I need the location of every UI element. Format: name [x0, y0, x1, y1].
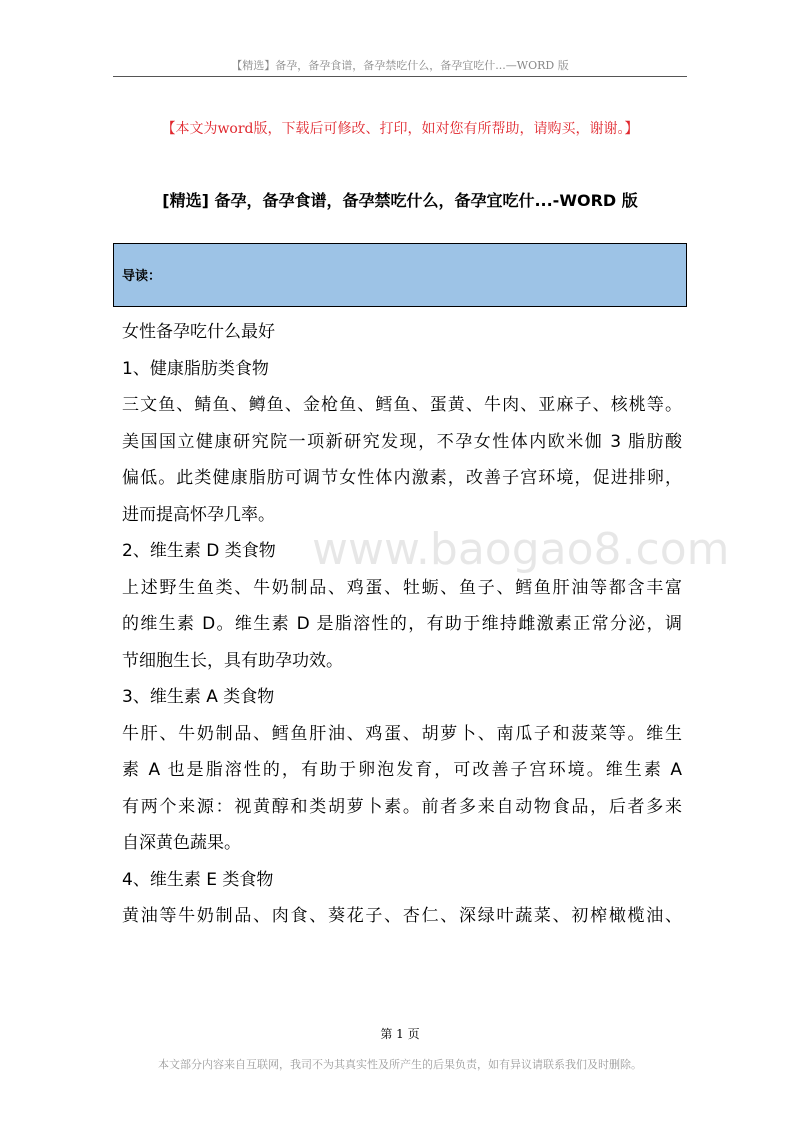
paragraph-line: 三文鱼、鲭鱼、鳟鱼、金枪鱼、鳕鱼、蛋黄、牛肉、亚麻子、核桃等。	[122, 395, 682, 415]
subsection-heading: 1、健康脂肪类食物	[122, 358, 269, 379]
intro-box	[113, 243, 687, 307]
paragraph-line: 上述野生鱼类、牛奶制品、鸡蛋、牡蛎、鱼子、鳕鱼肝油等都含丰富	[122, 577, 682, 598]
running-header: 【精选】备孕，备孕食谱，备孕禁吃什么，备孕宜吃什...—WORD 版	[231, 59, 569, 72]
paragraph-line: 美国国立健康研究院一项新研究发现，不孕女性体内欧米伽 3 脂肪酸	[122, 431, 682, 452]
section-heading: 女性备孕吃什么最好	[122, 322, 275, 342]
paragraph-line: 素 A 也是脂溶性的，有助于卵泡发育，可改善子宫环境。维生素 A	[122, 760, 682, 780]
footer-disclaimer: 本文部分内容来自互联网，我司不为其真实性及所产生的后果负责，如有异议请联系我们及时删除。	[158, 1058, 642, 1071]
subsection-heading: 3、维生素 A 类食物	[122, 687, 275, 707]
paragraph-line: 有两个来源：视黄醇和类胡萝卜素。前者多来自动物食品，后者多来	[122, 796, 682, 817]
paragraph-line: 节细胞生长，具有助孕功效。	[122, 650, 343, 671]
paragraph-line: 牛肝、牛奶制品、鳕鱼肝油、鸡蛋、胡萝卜、南瓜子和菠菜等。维生	[122, 723, 682, 744]
intro-label: 导读：	[122, 269, 162, 284]
download-notice: 【本文为word版，下载后可修改、打印，如对您有所帮助，请购买，谢谢。】	[161, 121, 639, 137]
watermark: www.baogao8.com	[312, 524, 730, 575]
subsection-heading: 2、维生素 D 类食物	[122, 541, 276, 561]
document-title: [精选] 备孕，备孕食谱，备孕禁吃什么，备孕宜吃什...-WORD 版	[162, 191, 638, 210]
paragraph-line: 偏低。此类健康脂肪可调节女性体内激素，改善子宫环境，促进排卵，	[122, 468, 682, 488]
paragraph-line: 的维生素 D。维生素 D 是脂溶性的，有助于维持雌激素正常分泌，调	[122, 614, 682, 634]
body-text	[122, 314, 682, 935]
header-divider	[113, 76, 687, 77]
paragraph-line: 自深黄色蔬果。	[122, 833, 241, 853]
paragraph-line: 进而提高怀孕几率。	[122, 504, 275, 525]
page-number: 第 1 页	[380, 1027, 420, 1041]
paragraph-line: 黄油等牛奶制品、肉食、葵花子、杏仁、深绿叶蔬菜、初榨橄榄油、	[122, 906, 682, 926]
subsection-heading: 4、维生素 E 类食物	[122, 869, 274, 890]
